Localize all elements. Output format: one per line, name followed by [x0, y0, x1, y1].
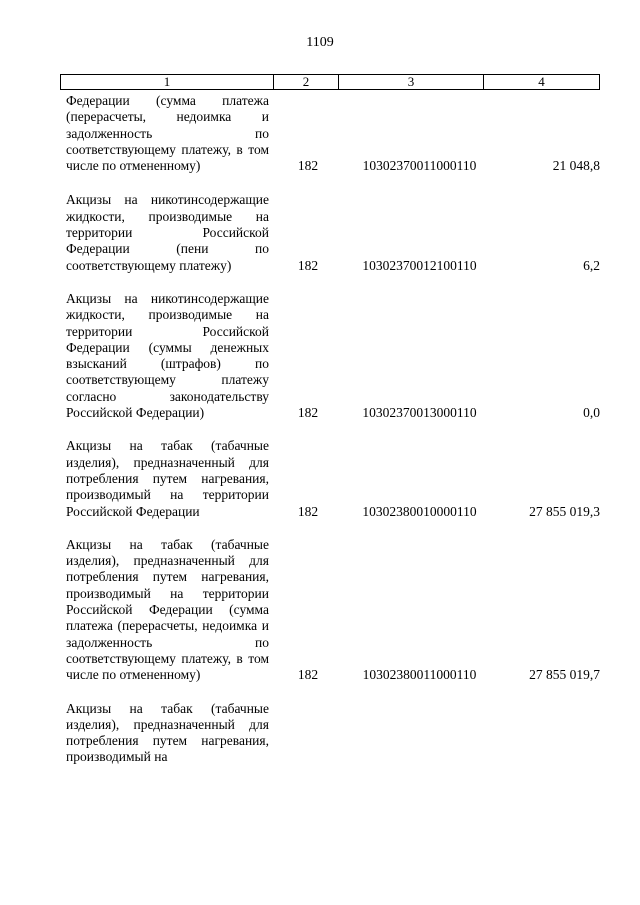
- table-body: [66, 93, 600, 783]
- row-budget-code: 10302370012100110: [362, 257, 477, 273]
- table-row: [66, 192, 600, 273]
- table-row: [66, 93, 600, 174]
- row-description: Акцизы на табак (табачные изделия), предназначенный для потребления путем нагревания, производимый на: [66, 700, 269, 765]
- row-budget-code: 10302370013000110: [362, 405, 477, 421]
- header-column-3: 3: [339, 75, 484, 89]
- row-budget-code: 10302380011000110: [362, 667, 477, 683]
- row-amount: 21 048,8: [552, 158, 600, 174]
- table-row: [66, 701, 600, 766]
- table-header-row: [60, 74, 600, 90]
- row-amount: 27 855 019,3: [529, 503, 600, 519]
- row-amount: 0,0: [583, 405, 600, 421]
- header-column-2: 2: [274, 75, 339, 89]
- table-row: [66, 438, 600, 519]
- row-admin-code: 182: [297, 503, 319, 519]
- row-description: Акцизы на табак (табачные изделия), предназначенный для потребления путем нагревания, производимый на территории Российской Федерации (сумма платежа (перерасчеты, недоимка и задолженность по соответствующему платежу, в том числе по отмененному): [66, 536, 269, 683]
- row-admin-code: 182: [297, 667, 319, 683]
- row-budget-code: 10302380010000110: [362, 503, 477, 519]
- row-description: Акцизы на табак (табачные изделия), предназначенный для потребления путем нагревания, производимый на территории Российской Федерации: [66, 438, 269, 519]
- row-description: Федерации (сумма платежа (перерасчеты, недоимка и задолженность по соответствующему платежу, в том числе по отмененному): [66, 93, 269, 174]
- header-column-4: 4: [538, 74, 545, 89]
- row-admin-code: 182: [297, 405, 319, 421]
- header-column-1: 1: [61, 75, 274, 89]
- table-row: [66, 291, 600, 421]
- row-admin-code: 182: [297, 257, 319, 273]
- row-description: Акцизы на никотинсодержащие жидкости, производимые на территории Российской Федерации (пени по соответствующему платежу): [66, 192, 269, 273]
- table-row: [66, 537, 600, 684]
- row-amount: 6,2: [583, 257, 600, 273]
- row-admin-code: 182: [297, 158, 319, 174]
- row-description: Акцизы на никотинсодержащие жидкости, производимые на территории Российской Федерации (суммы денежных взысканий (штрафов) по соответствующему платежу согласно законодательству Российской Федерации): [66, 290, 269, 421]
- row-budget-code: 10302370011000110: [362, 158, 477, 174]
- row-amount: 27 855 019,7: [529, 667, 600, 683]
- page-number: 1109: [306, 35, 334, 50]
